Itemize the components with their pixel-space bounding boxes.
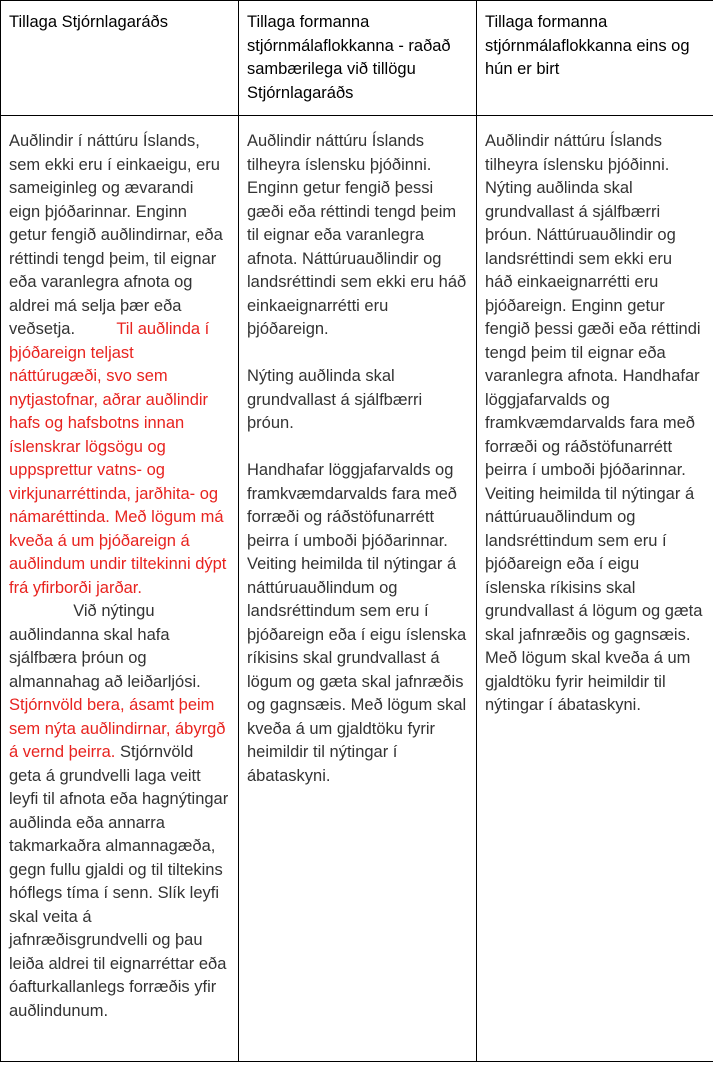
cell-formenn-birt: [477, 116, 713, 1062]
radad-paragraph-1: Auðlindir náttúru Íslands tilheyra íslensku þjóðinni. Enginn getur fengið þessi gæði eða réttindi tengd þeim til eignar eða varanlegra afnota. Náttúruauðlindir og landsréttindi sem ekki eru háð einkaeignarrétti eru þjóðareign.: [247, 132, 467, 338]
birt-paragraph: Auðlindir náttúru Íslands tilheyra íslensku þjóðinni. Nýting auðlinda skal grundvallast á sjálfbærri þróun. Náttúruauðlindir og landsréttindi sem ekki eru háð einkaeignarrétti eru þjóðareign. Enginn getur fengið þessi gæði eða réttindi tengd þeim til eignar eða varanlegra afnota. Handhafar löggjafarvalds og framkvæmdarvalds fara með forræði og ráðstöfunarrétt þeirra í umboði þjóðarinnar. Veiting heimilda til nýtingar á náttúruauðlindum og landsréttindum sem eru í þjóðareign eða í eigu íslenska ríkisins skal grundvallast á lögum og gæta skal jafnræðis og gagnsæis. Með lögum skal kveða á um gjaldtöku fyrir heimildir til nýtingar í ábataskyni.: [485, 132, 703, 714]
radad-paragraph-3: Handhafar löggjafarvalds og framkvæmdarvalds fara með forræði og ráðstöfunarrétt þeirra í umboði þjóðarinnar. Veiting heimilda til nýtingar á náttúruauðlindum og landsréttindum sem eru í þjóðareign eða í eigu íslenska ríkisins skal grundvallast á lögum og gæta skal jafnræðis og gagnsæis. Með lögum skal kveða á um gjaldtöku fyrir heimildir til nýtingar í ábataskyni.: [247, 461, 467, 785]
cell-formenn-radad: [239, 116, 477, 1062]
header-formenn-birt: Tillaga formanna stjórnmálaflokkanna eins og hún er birt: [477, 1, 713, 116]
header-formenn-radad: Tillaga formanna stjórnmálaflokkanna - raðað sambærilega við tillögu Stjórnlagaráðs: [239, 1, 477, 116]
header-stjornlagarad: Tillaga Stjórnlagaráðs: [1, 1, 239, 116]
stjornlagarad-highlight-2: Stjórnvöld bera, ásamt þeim sem nýta auðlindirnar, ábyrgð á vernd þeirra.: [9, 696, 226, 761]
paragraph-gap: [247, 436, 467, 460]
content-row: [1, 116, 713, 1062]
stjornlagarad-highlight-1: Til auðlinda í þjóðareign teljast náttúrugæði, svo sem nytjastofnar, aðrar auðlindir hafs og hafsbotns innan íslenskrar lögsögu og uppsprettur vatns- og virkjunarréttinda, jarðhita- og námaréttinda. Með lögum má kveða á um þjóðareign á auðlindum undir tiltekinni dýpt frá yfirborði jarðar.: [9, 320, 227, 597]
stjornlagarad-text-2: Við nýtingu auðlindanna skal hafa sjálfbæra þróun og almannahag að leiðarljósi.: [9, 602, 201, 691]
cell-stjornlagarad: [1, 116, 239, 1062]
stjornlagarad-text-3: Stjórnvöld geta á grundvelli laga veitt leyfi til afnota eða hagnýtingar auðlinda eða annarra takmarkaðra almannagæða, gegn fullu gjaldi og til tiltekins hóflegs tíma í senn. Slík leyfi skal veita á jafnræðisgrundvelli og þau leiða aldrei til eignarréttar eða óafturkallanlegs forræðis yfir auðlindunum.: [9, 743, 229, 1020]
stjornlagarad-text-1: Auðlindir í náttúru Íslands, sem ekki eru í einkaeigu, eru sameiginleg og ævarandi eign þjóðarinnar. Enginn getur fengið auðlindirnar, eða réttindi tengd þeim, til eignar eða varanlegra afnota og aldrei má selja þær eða veðsetja.: [9, 132, 223, 338]
radad-paragraph-2: Nýting auðlinda skal grundvallast á sjálfbærri þróun.: [247, 367, 423, 432]
header-row: [1, 1, 713, 116]
paragraph-gap: [247, 342, 467, 366]
